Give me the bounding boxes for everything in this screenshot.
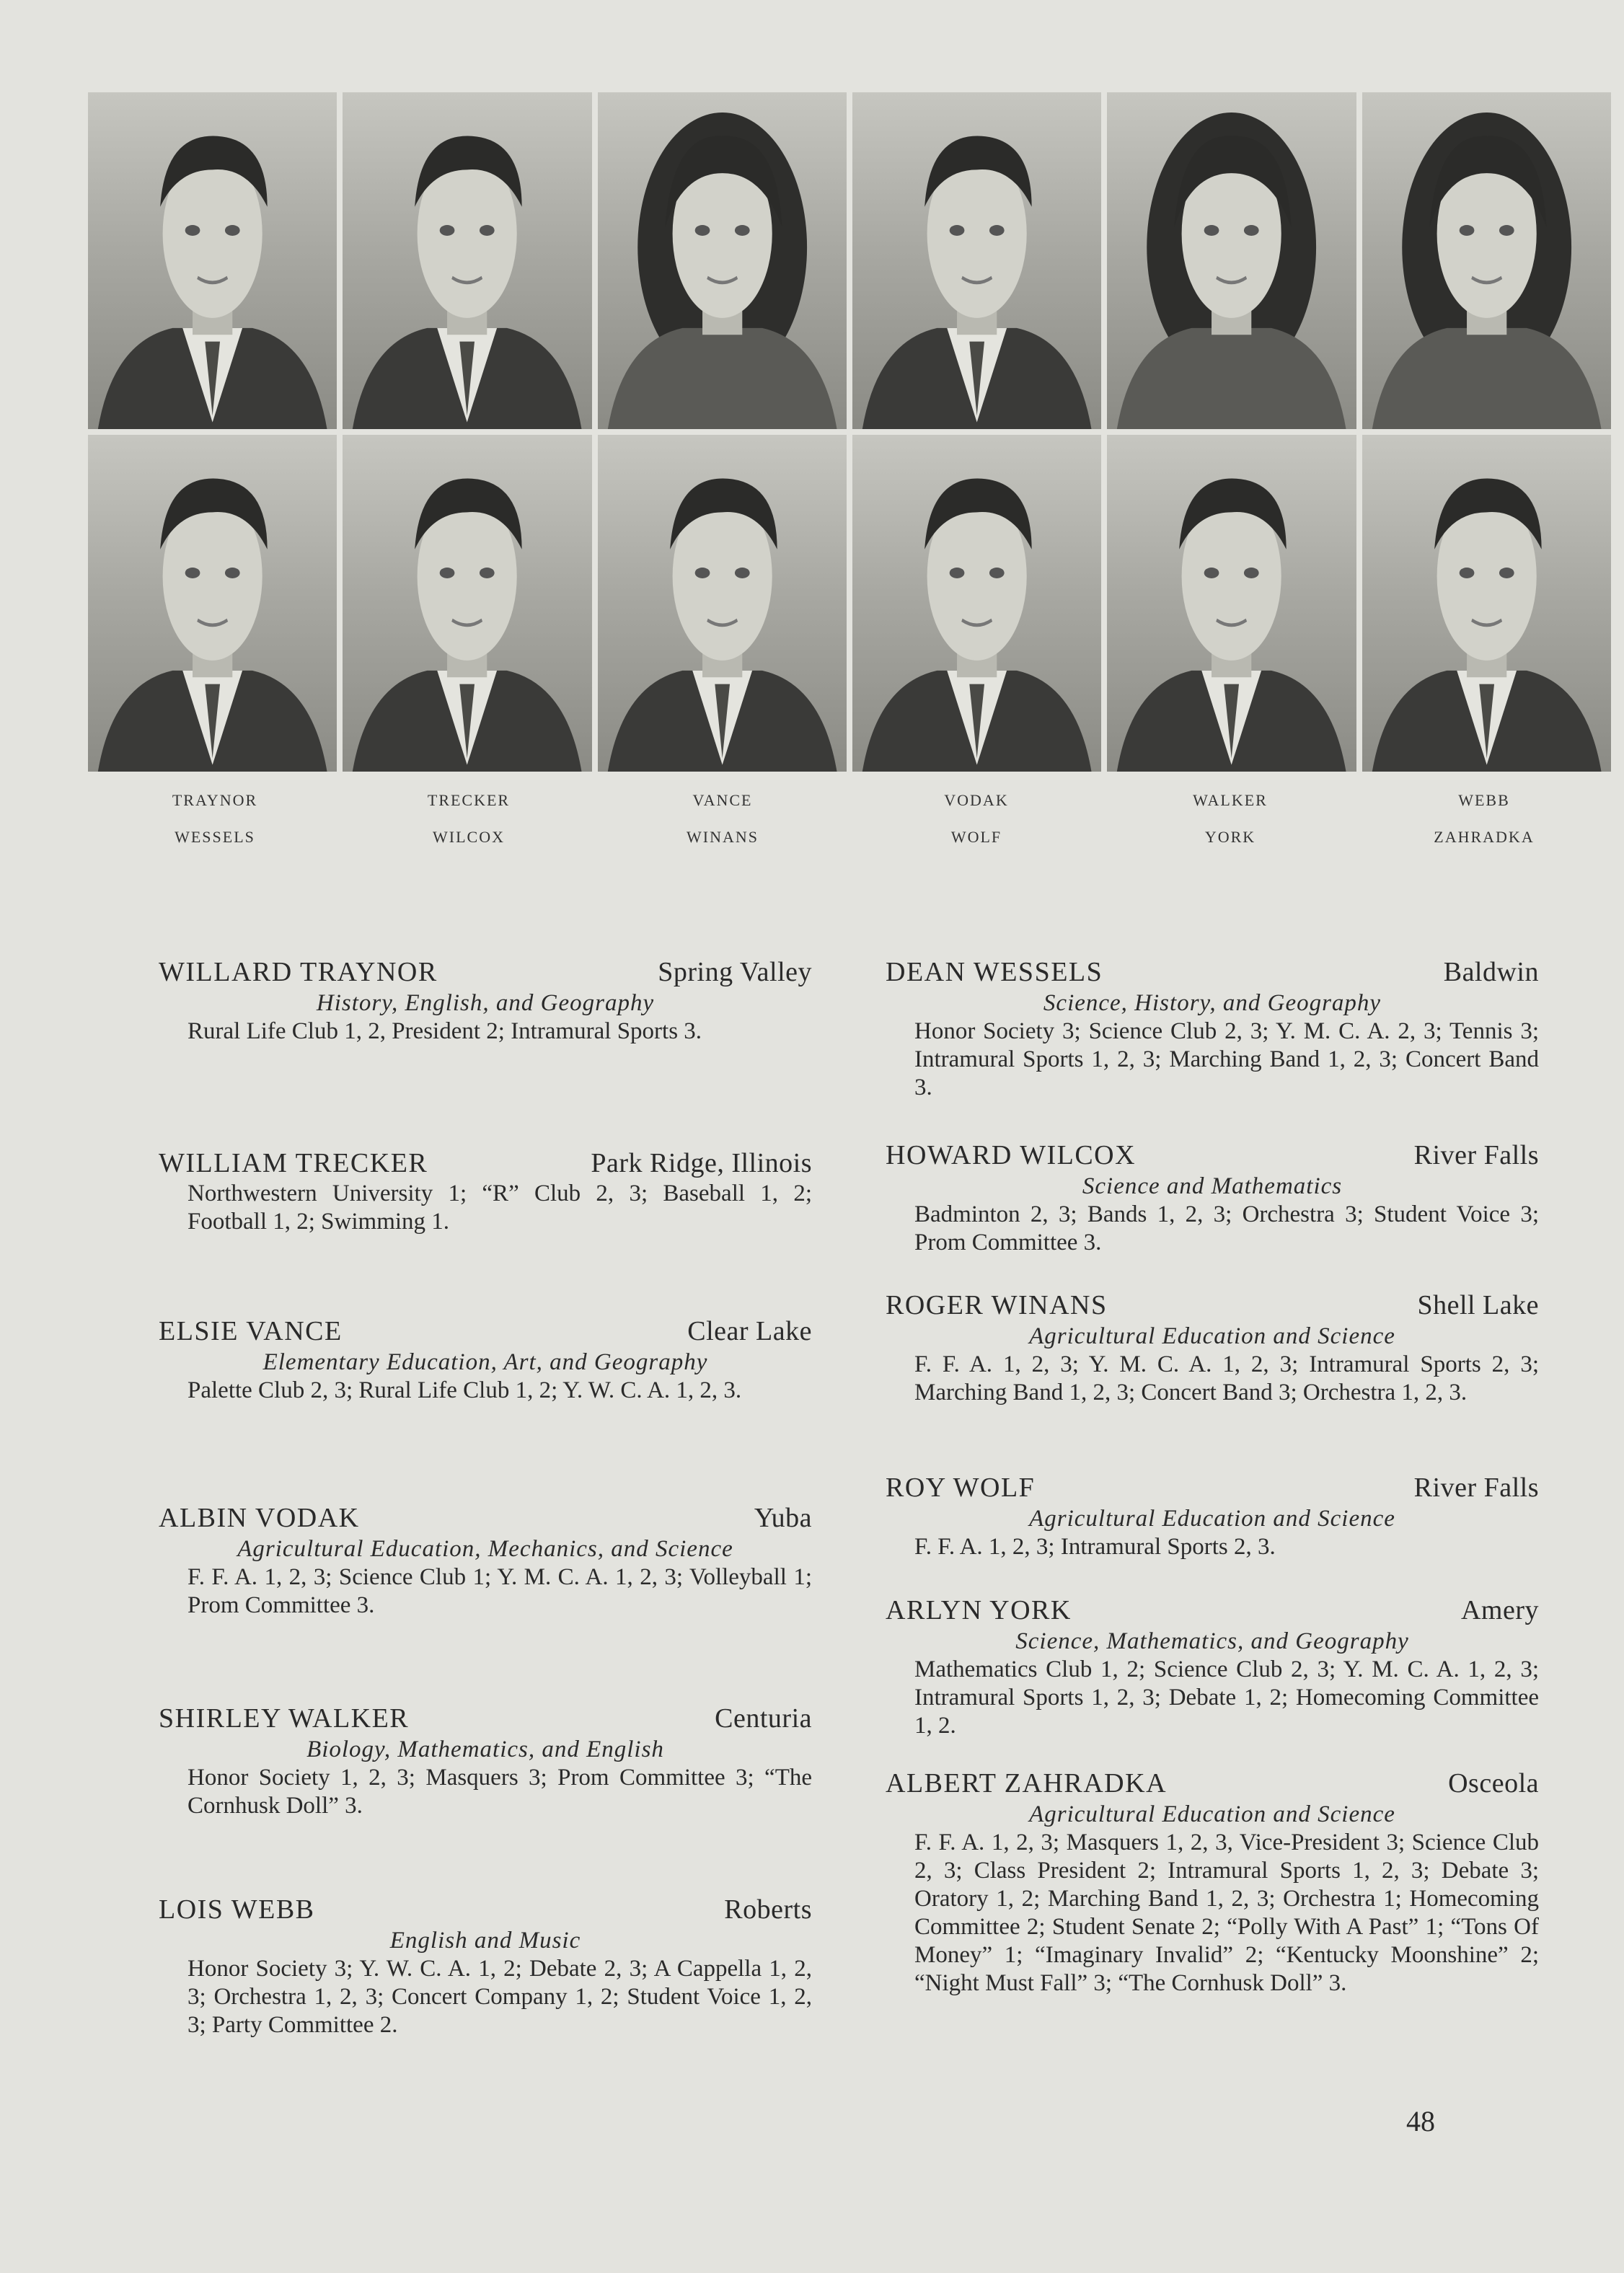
portrait-shape bbox=[480, 568, 495, 578]
student-entry-wilcox bbox=[886, 1139, 1539, 1257]
student-hometown: Yuba bbox=[754, 1503, 812, 1533]
portrait-silhouette bbox=[1362, 92, 1611, 429]
photo-caption: WINANS bbox=[687, 828, 759, 846]
student-entry-trecker bbox=[159, 1147, 812, 1236]
entry-header bbox=[886, 955, 1539, 989]
portrait-silhouette bbox=[852, 435, 1101, 772]
entry-header bbox=[159, 955, 812, 989]
portrait-vance bbox=[598, 92, 847, 429]
portrait-silhouette bbox=[1107, 435, 1356, 772]
student-hometown: Centuria bbox=[715, 1703, 812, 1734]
portrait-shape bbox=[1244, 225, 1259, 236]
student-activities: F. F. A. 1, 2, 3; Science Club 1; Y. M. C. A. 1, 2, 3; Volleyball 1; Prom Committee 3. bbox=[187, 1564, 812, 1618]
student-activities: Honor Society 3; Science Club 2, 3; Y. M. C. A. 2, 3; Tennis 3; Intramural Sports 1, 2, 3; Marching Band 1, 2, 3; Concert Band 3. bbox=[914, 1018, 1539, 1100]
student-entry-webb bbox=[159, 1893, 812, 2039]
photo-caption: ZAHRADKA bbox=[1434, 828, 1535, 846]
photo-caption: TRAYNOR bbox=[172, 791, 258, 809]
entry-header bbox=[886, 1767, 1539, 1800]
photo-caption: WALKER bbox=[1193, 791, 1268, 809]
student-hometown: Spring Valley bbox=[658, 957, 812, 987]
portrait-shape bbox=[1499, 568, 1514, 578]
student-entry-vance bbox=[159, 1315, 812, 1405]
student-major: Agricultural Education and Science bbox=[1029, 1323, 1395, 1349]
portrait-shape bbox=[1499, 225, 1514, 236]
student-activities: Mathematics Club 1, 2; Science Club 2, 3; Y. M. C. A. 1, 2, 3; Intramural Sports 1, 2, 3; Debate 1, 2; Homecoming Committee 1, 2. bbox=[914, 1656, 1539, 1739]
student-hometown: Park Ridge, Illinois bbox=[591, 1148, 812, 1178]
student-name: ARLYN YORK bbox=[886, 1595, 1072, 1625]
portrait-trecker bbox=[343, 92, 591, 429]
page-number: 48 bbox=[1406, 2105, 1435, 2137]
student-entry-zahradka bbox=[886, 1767, 1539, 1998]
student-entry-traynor bbox=[159, 955, 812, 1046]
portrait-wolf bbox=[852, 435, 1101, 772]
portrait-shape bbox=[480, 225, 495, 236]
student-activities: F. F. A. 1, 2, 3; Masquers 1, 2, 3, Vice-President 3; Science Club 2, 3; Class President 2; Intramural Sports 1, 2, 3; Debate 3; Oratory 1, 2; Marching Band 1, 2, 3; Orchestra 1; Homecoming Committee 2; Student Senate 2; “Polly With A Past” 1; “Tons Of Money” 1; “Imaginary Invalid” 2; “Kentucky Moonshine” 2; “Night Must Fall” 3; “The Cornhusk Doll” 3. bbox=[914, 1830, 1539, 1996]
student-name: HOWARD WILCOX bbox=[886, 1140, 1137, 1170]
student-hometown: River Falls bbox=[1413, 1473, 1539, 1503]
student-activities: F. F. A. 1, 2, 3; Y. M. C. A. 1, 2, 3; Intramural Sports 2, 3; Marching Band 1, 2, 3; Concert Band 3; Orchestra 1, 2, 3. bbox=[914, 1351, 1539, 1405]
portrait-silhouette bbox=[598, 435, 847, 772]
student-hometown: Baldwin bbox=[1443, 957, 1539, 987]
student-activities: Northwestern University 1; “R” Club 2, 3; Baseball 1, 2; Football 1, 2; Swimming 1. bbox=[187, 1180, 812, 1235]
portrait-shape bbox=[1204, 225, 1219, 236]
portrait-shape bbox=[225, 568, 240, 578]
portrait-silhouette bbox=[852, 92, 1101, 429]
portrait-shape bbox=[694, 568, 710, 578]
portrait-vodak bbox=[852, 92, 1101, 429]
portrait-silhouette bbox=[343, 92, 591, 429]
portrait-shape bbox=[735, 225, 750, 236]
student-major: Agricultural Education and Science bbox=[1029, 1801, 1395, 1827]
student-activities: Palette Club 2, 3; Rural Life Club 1, 2; Y. W. C. A. 1, 2, 3. bbox=[187, 1377, 742, 1403]
student-major: English and Music bbox=[389, 1928, 581, 1954]
student-name: DEAN WESSELS bbox=[886, 957, 1103, 987]
entry-header bbox=[886, 1289, 1539, 1322]
student-major: Science, History, and Geography bbox=[1043, 990, 1382, 1016]
student-name: WILLARD TRAYNOR bbox=[159, 957, 438, 987]
photo-caption: WOLF bbox=[950, 828, 1002, 846]
photo-caption: VANCE bbox=[692, 791, 753, 809]
student-name: WILLIAM TRECKER bbox=[159, 1148, 428, 1178]
student-hometown: Amery bbox=[1460, 1595, 1539, 1625]
portrait-wilcox bbox=[343, 435, 591, 772]
student-name: ALBERT ZAHRADKA bbox=[886, 1768, 1168, 1798]
portrait-shape bbox=[989, 568, 1005, 578]
entry-header bbox=[886, 1594, 1539, 1627]
portrait-shape bbox=[735, 568, 750, 578]
student-name: ALBIN VODAK bbox=[159, 1503, 360, 1533]
portrait-shape bbox=[694, 225, 710, 236]
student-major: Science and Mathematics bbox=[1082, 1173, 1343, 1199]
entry-header bbox=[159, 1147, 812, 1180]
student-entry-vodak bbox=[159, 1501, 812, 1620]
portrait-shape bbox=[607, 328, 837, 429]
portrait-shape bbox=[1459, 568, 1474, 578]
portrait-shape bbox=[950, 568, 965, 578]
student-hometown: Shell Lake bbox=[1417, 1290, 1539, 1320]
portrait-silhouette bbox=[598, 92, 847, 429]
portrait-grid bbox=[88, 92, 1611, 772]
portrait-shape bbox=[440, 568, 455, 578]
photo-caption: WEBB bbox=[1458, 791, 1510, 809]
portrait-shape bbox=[185, 225, 200, 236]
student-activities: Badminton 2, 3; Bands 1, 2, 3; Orchestra 3; Student Voice 3; Prom Committee 3. bbox=[914, 1201, 1539, 1255]
portrait-shape bbox=[185, 568, 200, 578]
portrait-shape bbox=[225, 225, 240, 236]
portrait-shape bbox=[989, 225, 1005, 236]
student-major: History, English, and Geography bbox=[316, 990, 655, 1016]
portrait-silhouette bbox=[1107, 92, 1356, 429]
portrait-shape bbox=[440, 225, 455, 236]
portrait-york bbox=[1107, 435, 1356, 772]
portrait-wessels bbox=[88, 435, 337, 772]
photo-caption-row-2 bbox=[88, 828, 1611, 847]
photo-caption: WESSELS bbox=[175, 828, 255, 846]
photo-caption: VODAK bbox=[944, 791, 1009, 809]
student-name: LOIS WEBB bbox=[159, 1894, 315, 1925]
student-activities: Rural Life Club 1, 2, President 2; Intramural Sports 3. bbox=[187, 1018, 702, 1044]
student-major: Agricultural Education and Science bbox=[1029, 1506, 1395, 1532]
entry-header bbox=[886, 1471, 1539, 1504]
portrait-silhouette bbox=[343, 435, 591, 772]
entry-header bbox=[159, 1315, 812, 1348]
portrait-zahradka bbox=[1362, 435, 1611, 772]
portrait-silhouette bbox=[88, 92, 337, 429]
portrait-webb bbox=[1362, 92, 1611, 429]
student-major: Science, Mathematics, and Geography bbox=[1015, 1628, 1409, 1654]
student-activities: Honor Society 3; Y. W. C. A. 1, 2; Debate 2, 3; A Cappella 1, 2, 3; Orchestra 1, 2, 3; Concert Company 1, 2; Student Voice 1, 2, 3; Party Committee 2. bbox=[187, 1956, 812, 2038]
student-entry-york bbox=[886, 1594, 1539, 1740]
student-entry-wolf bbox=[886, 1471, 1539, 1561]
student-major: Agricultural Education, Mechanics, and Science bbox=[237, 1536, 733, 1562]
portrait-shape bbox=[1204, 568, 1219, 578]
student-name: ROGER WINANS bbox=[886, 1290, 1108, 1320]
entry-header bbox=[159, 1702, 812, 1735]
photo-caption: TRECKER bbox=[427, 791, 511, 809]
portrait-shape bbox=[1372, 328, 1601, 429]
student-entry-walker bbox=[159, 1702, 812, 1820]
student-hometown: Clear Lake bbox=[687, 1316, 812, 1346]
entry-header bbox=[886, 1139, 1539, 1172]
student-entry-wessels bbox=[886, 955, 1539, 1102]
student-entry-winans bbox=[886, 1289, 1539, 1407]
student-activities: Honor Society 1, 2, 3; Masquers 3; Prom Committee 3; “The Cornhusk Doll” 3. bbox=[187, 1765, 812, 1819]
photo-caption-row-1 bbox=[88, 791, 1611, 810]
entry-header bbox=[159, 1893, 812, 1926]
portrait-shape bbox=[1117, 328, 1346, 429]
portrait-shape bbox=[1244, 568, 1259, 578]
student-name: SHIRLEY WALKER bbox=[159, 1703, 410, 1734]
student-major: Elementary Education, Art, and Geography bbox=[262, 1349, 708, 1375]
student-hometown: River Falls bbox=[1413, 1140, 1539, 1170]
student-hometown: Roberts bbox=[724, 1894, 812, 1925]
photo-caption: YORK bbox=[1204, 828, 1256, 846]
photo-caption: WILCOX bbox=[433, 828, 505, 846]
portrait-shape bbox=[1459, 225, 1474, 236]
student-hometown: Osceola bbox=[1448, 1768, 1539, 1798]
student-activities: F. F. A. 1, 2, 3; Intramural Sports 2, 3. bbox=[914, 1534, 1276, 1560]
portrait-walker bbox=[1107, 92, 1356, 429]
student-name: ELSIE VANCE bbox=[159, 1316, 343, 1346]
portrait-silhouette bbox=[1362, 435, 1611, 772]
portrait-silhouette bbox=[88, 435, 337, 772]
portrait-traynor bbox=[88, 92, 337, 429]
portrait-winans bbox=[598, 435, 847, 772]
portrait-shape bbox=[950, 225, 965, 236]
student-name: ROY WOLF bbox=[886, 1473, 1036, 1503]
student-major: Biology, Mathematics, and English bbox=[306, 1736, 664, 1762]
entry-header bbox=[159, 1501, 812, 1535]
